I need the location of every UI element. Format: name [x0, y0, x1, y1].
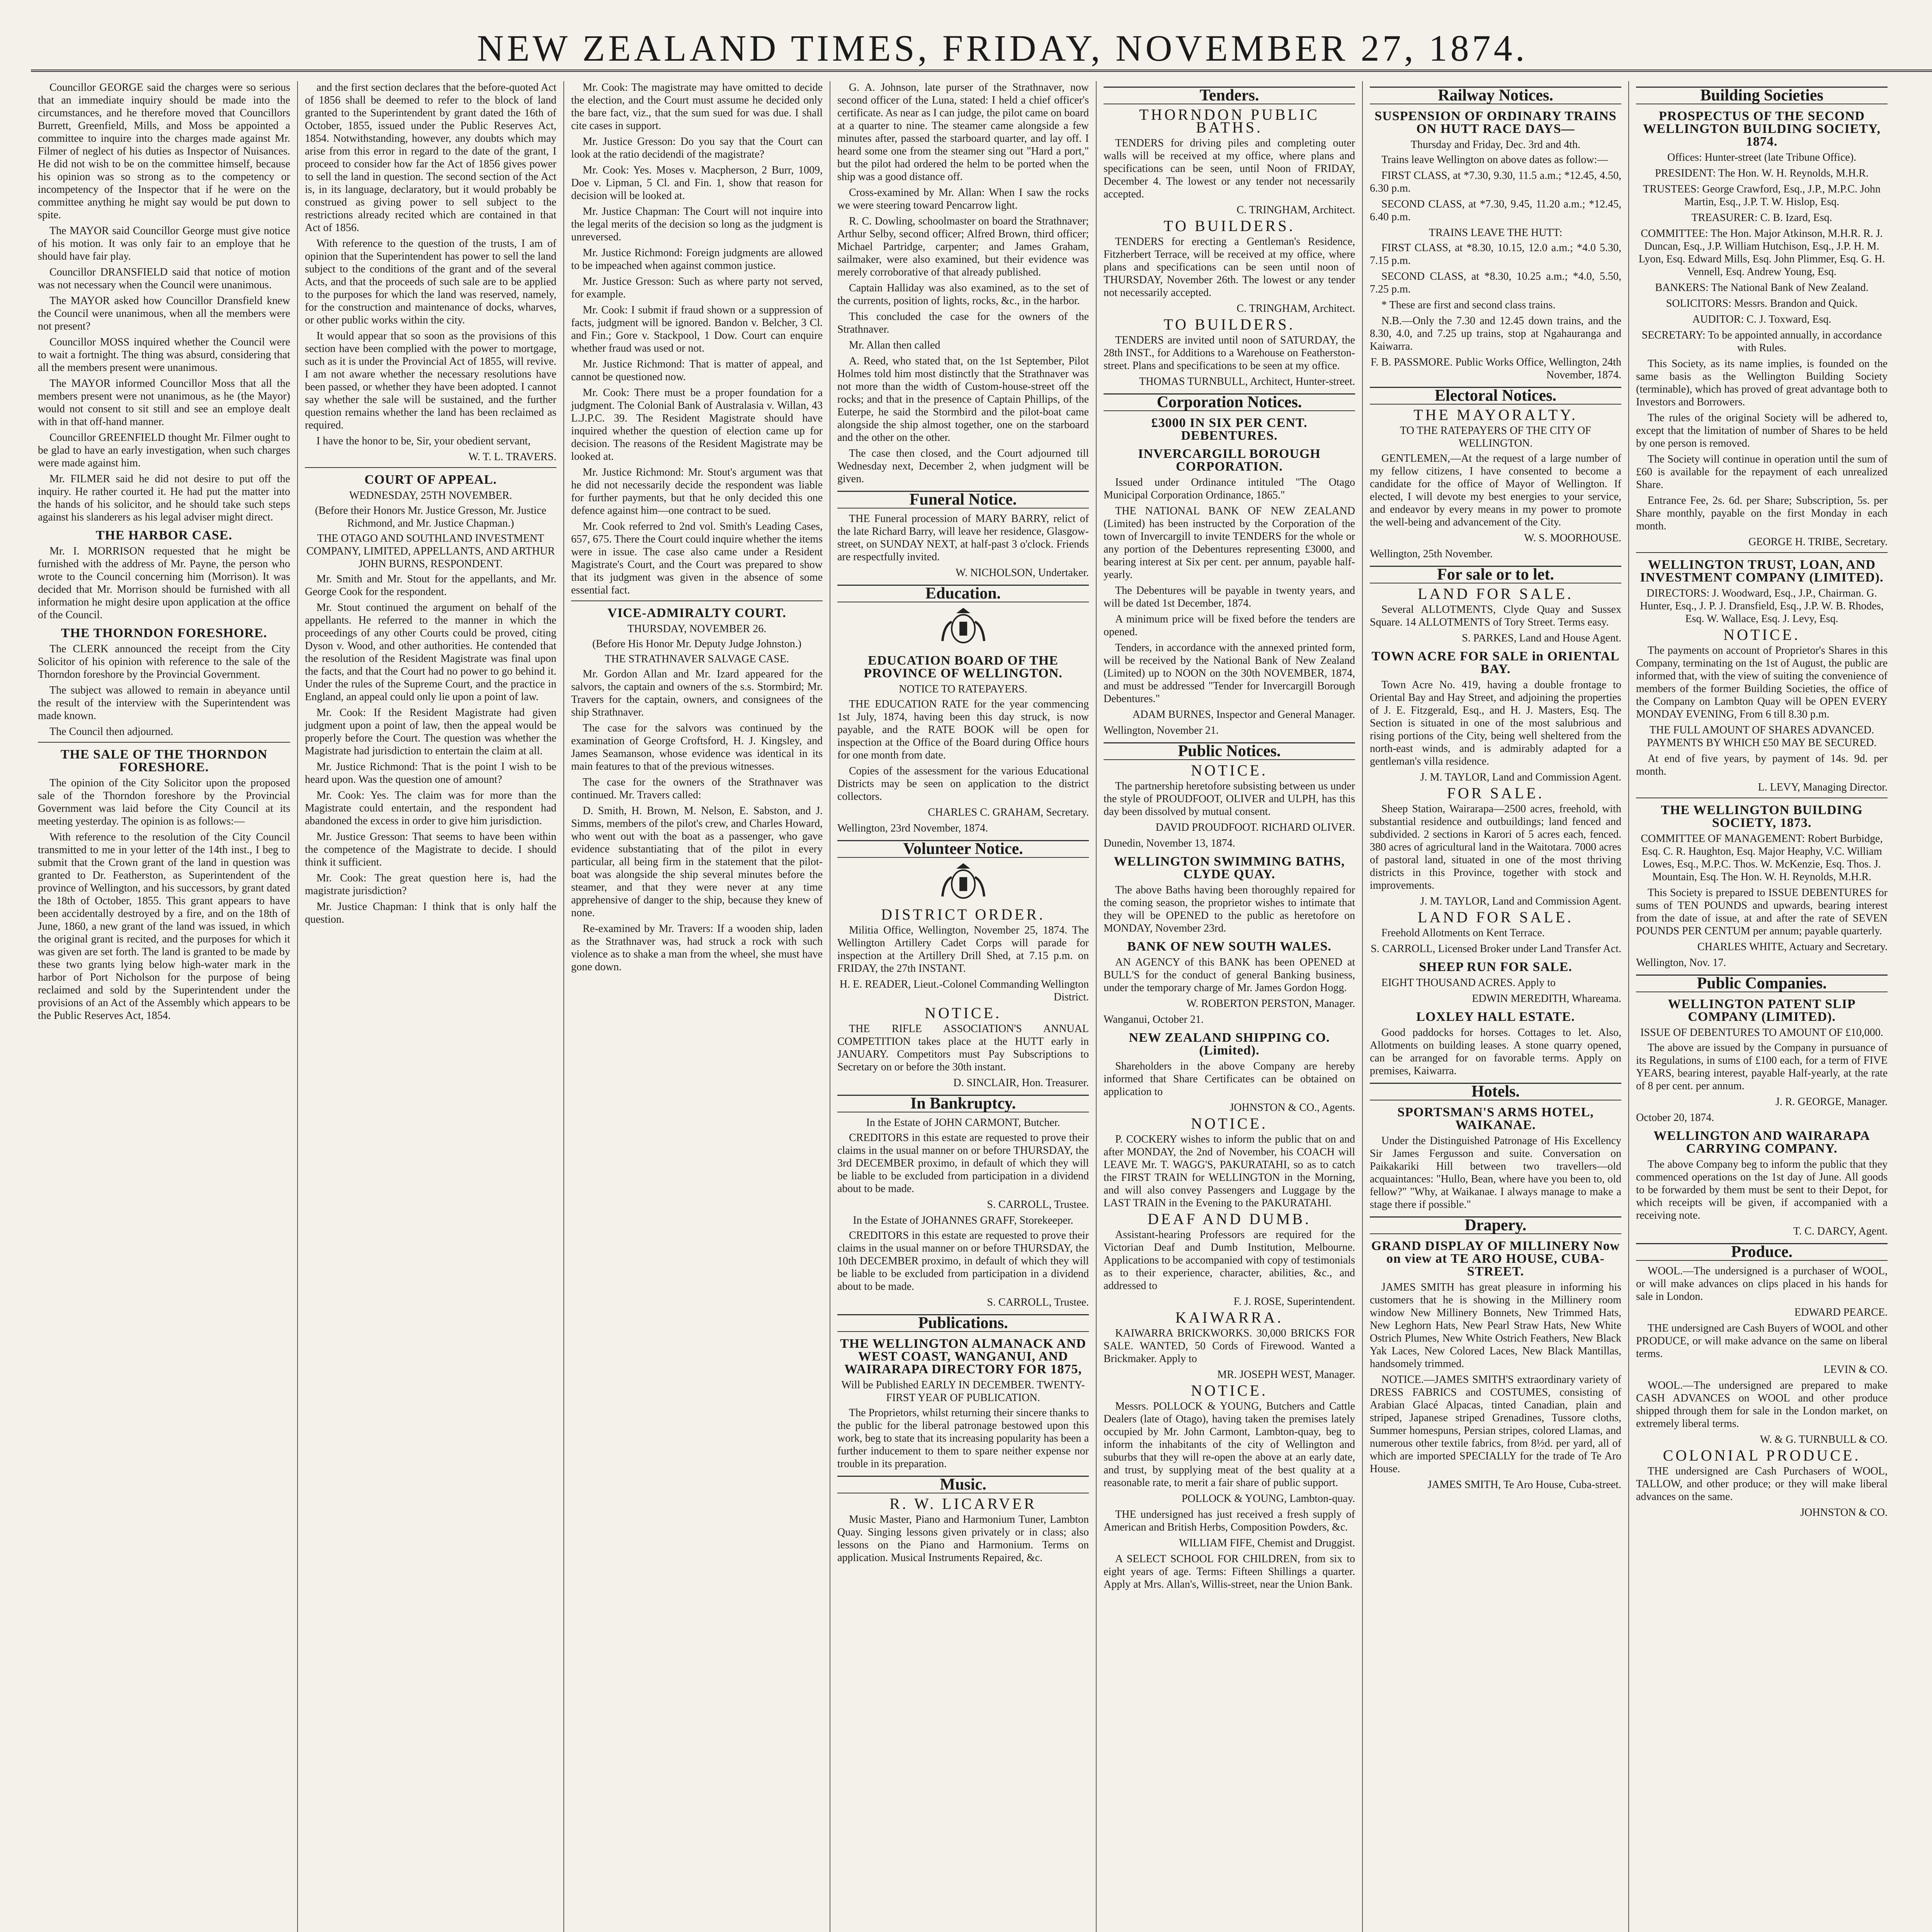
- paragraph: Mr. Cook: If the Resident Magistrate had given judgment upon a point of law, then the appeal would be properly before the Court. The question was whether the Magistrate had jurisdiction to entertain the claim at all.: [305, 707, 556, 757]
- article-bench: (Before their Honors Mr. Justice Gresson, Mr. Justice Richmond, and Mr. Justice Chapman.): [315, 505, 546, 529]
- notice-heading: EDUCATION BOARD OF THE PROVINCE OF WELLINGTON.: [864, 653, 1063, 680]
- notice-date: Wellington, November 21.: [1104, 724, 1219, 736]
- notice-text: TENDERS are invited until noon of SATURDAY, the 28th INST., for Additions to a Warehouse on Featherston-street. Plans and specifications to be seen at my office.: [1104, 334, 1355, 372]
- paragraph: A. Reed, who stated that, on the 1st September, Pilot Holmes told him most distinctly that the Strathnaver was not more than the width of Custom-house-street off the rocks; and that in the presence of Captain Phillips, of the Euterpe, he said the Stormbird and the pilot-boat came alongside the ship almost together, one on the starboard and the other on the other.: [837, 355, 1089, 444]
- masthead: [31, 23, 1932, 72]
- notice-text: COMMITTEE OF MANAGEMENT: Robert Burbidge, Esq. C. R. Haughton, Esq. Major Heaphy, V.C. William Lowes, Esq., M.P.C. Thos. W. McKenzie, Esq. Thos. J. Mountain, Esq. The Hon. W. H. Reynolds, M.H.R.: [1641, 833, 1883, 883]
- notice-date: Wellington, 23rd November, 1874.: [837, 822, 988, 834]
- notice-text: * These are first and second class trains.: [1381, 299, 1556, 311]
- notice-heading: TO BUILDERS.: [1163, 316, 1295, 333]
- columns: [31, 81, 1932, 1932]
- masthead-title: NEW ZEALAND TIMES, FRIDAY, NOVEMBER 27, 1874.: [477, 27, 1528, 69]
- signature: L. LEVY, Managing Director.: [1758, 781, 1888, 793]
- signature: EDWARD PEARCE.: [1794, 1306, 1888, 1318]
- notice-date: Wanganui, October 21.: [1104, 1014, 1204, 1026]
- notice-text: The Society will continue in operation until the sum of £60 is available for the repayment of each unrealized Share.: [1636, 453, 1888, 491]
- paragraph: Councillor GEORGE said the charges were so serious that an immediate inquiry should be made into the circumstances, and he therefore moved that Councillors Burrett, Greenfield, Mills, and Moss be appointed a committee to inquire into the charges made against Mr. Filmer of neglect of his duties as Inspector of Nuisances. He did not wish to be on the committee himself, because his opinion was so strong as to the competency or incompetency of the Inspector that if he were on the committee anything he might say would be put down to spite.: [38, 82, 290, 221]
- signature: DAVID PROUDFOOT. RICHARD OLIVER.: [1155, 821, 1355, 833]
- notice-heading: LAND FOR SALE.: [1418, 585, 1573, 602]
- article-heading: THE SALE OF THE THORNDON FORESHORE.: [60, 747, 268, 774]
- notice-text: FIRST CLASS, at *7.30, 9.30, 11.5 a.m.; *12.45, 4.50, 6.30 p.m.: [1370, 170, 1621, 194]
- paragraph: The CLERK announced the receipt from the City Solicitor of his opinion with reference to the sale of the Thorndon foreshore by the Provincial Government.: [38, 643, 290, 680]
- paragraph: Mr. Justice Chapman: I think that is only half the question.: [305, 901, 556, 925]
- notice-heading: GRAND DISPLAY OF MILLINERY Now on view at TE ARO HOUSE, CUBA-STREET.: [1371, 1239, 1620, 1279]
- column-4: [830, 81, 1096, 1932]
- notice-text: THE FULL AMOUNT OF SHARES ADVANCED. PAYMENTS BY WHICH £50 MAY BE SECURED.: [1647, 724, 1877, 749]
- paragraph: The MAYOR asked how Councillor Dransfield knew the Council were unanimous, when all the members were not present?: [38, 295, 290, 332]
- paragraph: Mr. Justice Gresson: Such as where party not served, for example.: [571, 276, 823, 300]
- notice-text: AUDITOR: C. J. Toxward, Esq.: [1692, 313, 1832, 325]
- paragraph: The MAYOR said Councillor George must give notice of his motion. It was only fair to an employe that he should have fair play.: [38, 225, 290, 262]
- notice-heading: COLONIAL PRODUCE.: [1663, 1447, 1861, 1464]
- signature: JOHNSTON & CO., Agents.: [1230, 1102, 1355, 1114]
- signature: C. TRINGHAM, Architect.: [1236, 204, 1355, 216]
- article-date: WEDNESDAY, 25TH NOVEMBER.: [349, 490, 512, 502]
- article-heading: COURT OF APPEAL.: [364, 473, 497, 487]
- royal-arms-icon: [932, 606, 994, 649]
- notice-heading: DISTRICT ORDER.: [881, 906, 1045, 923]
- paragraph: Mr. Cook: Yes. Moses v. Macpherson, 2 Burr, 1009, Doe v. Lipman, 5 Cl. and Fin. 1, show that reason for decision will be looked at.: [571, 164, 823, 202]
- paragraph: Mr. Justice Gresson: Do you say that the Court can look at the ratio decidendi of the magistrate?: [571, 136, 823, 160]
- notice-subheading: Will be Published EARLY IN DECEMBER. TWENTY-FIRST YEAR OF PUBLICATION.: [841, 1379, 1085, 1404]
- paragraph: With reference to the question of the trusts, I am of opinion that the Superintendent has power to sell the land subject to the conditions of the grant and of the several Acts, and that the proceeds of such sale are to be applied to the purposes for which the land was reserved, namely, for the construction and maintenance of docks, wharves, or other public works within the city.: [305, 238, 556, 326]
- notice-date: Wellington, Nov. 17.: [1636, 957, 1726, 969]
- notice-heading: KAIWARRA.: [1175, 1309, 1284, 1326]
- notice-subheading: In the Estate of JOHN CARMONT, Butcher.: [866, 1117, 1060, 1129]
- signature: GEORGE H. TRIBE, Secretary.: [1748, 536, 1888, 548]
- section-heading: Corporation Notices.: [1104, 393, 1355, 411]
- notice-text: A SELECT SCHOOL FOR CHILDREN, from six to eight years of age. Terms: Fifteen Shillings a quarter. Apply at Mrs. Allan's, Willis-street, near the Union Bank.: [1104, 1553, 1355, 1590]
- notice-text: WOOL.—The undersigned is a purchaser of WOOL, or will make advances on clips placed in his hands for sale in London.: [1636, 1265, 1888, 1303]
- notice-text: DIRECTORS: J. Woodward, Esq., J.P., Chairman. G. Hunter, Esq., J. P. J. Dransfield, Esq., J.P. W. B. Rhodes, Esq. W. Wallace, Esq. J. Levy, Esq.: [1640, 587, 1884, 625]
- signature: T. C. DARCY, Agent.: [1793, 1225, 1888, 1237]
- paragraph: Mr. Cook: Yes. The claim was for more than the Magistrate could entertain, and the respondent had abandoned the excess in order to give him jurisdiction.: [305, 789, 556, 827]
- notice-heading: R. W. LICARVER: [889, 1495, 1037, 1512]
- column-7: [1628, 81, 1895, 1932]
- notice-text: FIRST CLASS, at *8.30, 10.15, 12.0 a.m.; *4.0 5.30, 7.15 p.m.: [1370, 242, 1621, 267]
- notice-heading: SPORTSMAN'S ARMS HOTEL, WAIKANAE.: [1397, 1105, 1594, 1132]
- notice-text: Tenders, in accordance with the annexed printed form, will be received by the National Bank of New Zealand (Limited) up to NOON on the 30th NOVEMBER, 1874, and must be addressed "Tender for Invercargill Borough Debentures.": [1104, 642, 1355, 705]
- signature: W. ROBERTON PERSTON, Manager.: [1186, 998, 1355, 1010]
- paragraph: Mr. Gordon Allan and Mr. Izard appeared for the salvors, the captain and owners of the s.s. Stormbird; Mr. Travers for the captain, owners, and consignees of the ship Strathnaver.: [571, 668, 823, 718]
- signature: JAMES SMITH, Te Aro House, Cuba-street.: [1427, 1479, 1621, 1491]
- notice-text: N.B.—Only the 7.30 and 12.45 down trains, and the 8.30, 4.0, and 7.25 up trains, stop at Ngahauranga and Kaiwarra.: [1370, 315, 1621, 352]
- notice-heading: SUSPENSION OF ORDINARY TRAINS ON HUTT RACE DAYS—: [1374, 109, 1617, 136]
- notice-text: This Society, as its name implies, is founded on the same basis as the Wellington Building Society (terminable), which has proved of great advantage both to Investors and Borrowers.: [1636, 358, 1888, 408]
- notice-text: Town Acre No. 419, having a double frontage to Oriental Bay and Hay Street, and adjoining the properties of J. E. Fitzgerald, Esq., and H. J. Masters, Esq. The Section is situated in one of the most salubrious and rising portions of the City, being well sheltered from the north-east winds, and is admirably adapted for a gentleman's villa residence.: [1370, 679, 1621, 767]
- paragraph: and the first section declares that the before-quoted Act of 1856 shall be deemed to refer to the block of land granted to the Superintendent by grant dated the 16th of October, 1855, issued under the Public Reserves Act, 1854. Notwithstanding, however, any doubts which may arise from this error in regard to the date of the grant, I proceed to consider how far the Act of 1856 gives power to sell the land in question. The second section of the Act is, in its language, declaratory, but it would probably be construed as giving power to sell subject to the restrictions already recited which are contained in that Act of 1856.: [305, 82, 556, 234]
- column-3: [563, 81, 830, 1932]
- notice-text: CREDITORS in this estate are requested to prove their claims in the usual manner on or before THURSDAY, the 10th DECEMBER proximo, in default of which they will be liable to be excluded from participation in a dividend about to be made.: [837, 1230, 1089, 1293]
- notice-heading: THE WELLINGTON BUILDING SOCIETY, 1873.: [1661, 803, 1863, 830]
- notice-heading: THE WELLINGTON ALMANACK AND WEST COAST, WANGANUI, AND WAIRARAPA DIRECTORY FOR 1875,: [840, 1337, 1086, 1376]
- notice-text: Under the Distinguished Patronage of His Excellency Sir James Fergusson and suite. Conversation on Paikakariki Hill between two travellers—old acquaintances: "Hullo, Bean, where have you been to, old fellow?" "Why, at Waikanae. I always manage to make a stage there if possible.": [1370, 1135, 1621, 1211]
- signature: ADAM BURNES, Inspector and General Manager.: [1132, 709, 1355, 721]
- notice-heading: TO BUILDERS.: [1163, 217, 1295, 235]
- notice-heading: THORNDON PUBLIC BATHS.: [1139, 106, 1320, 136]
- signature: D. SINCLAIR, Hon. Treasurer.: [953, 1077, 1089, 1089]
- notice-text: Assistant-hearing Professors are required for the Victorian Deaf and Dumb Institution, Melbourne. Applications to be accompanied with copy of testimonials as to their experience, character, abilities, &c., and addressed to: [1104, 1229, 1355, 1292]
- paragraph: Mr. Justice Richmond: That is the point I wish to be heard upon. Was the question one of amount?: [305, 761, 556, 786]
- notice-heading: LAND FOR SALE.: [1418, 908, 1573, 926]
- signature: W. T. L. TRAVERS.: [468, 451, 556, 463]
- notice-text: SECRETARY: To be appointed annually, in accordance with Rules.: [1641, 329, 1882, 354]
- signature: CHARLES WHITE, Actuary and Secretary.: [1697, 941, 1888, 953]
- signature: LEVIN & CO.: [1823, 1364, 1888, 1376]
- paragraph: It would appear that so soon as the provisions of this section have been complied with the power to mortgage, such as it is under the Provincial Act of 1855, will revive. I am not aware whether the necessary resolutions have been passed, or whether they have been adopted. I cannot say whether the sale will be sustained, and the further question remains whether the land has been reclaimed as required.: [305, 330, 556, 431]
- notice-text: Trains leave Wellington on above dates as follow:—: [1381, 154, 1608, 166]
- notice-text: BANKERS: The National Bank of New Zealand.: [1655, 282, 1869, 294]
- notice-text: At end of five years, by payment of 14s. 9d. per month.: [1636, 753, 1888, 777]
- paragraph: D. Smith, H. Brown, M. Nelson, E. Sabston, and J. Simms, members of the pilot's crew, and Charles Howard, who went out with the boat as a passenger, who gave evidence substantiating that of the pilot in every particular, all being firm in the statement that the pilot-boat was alongside the ship several minutes before the steamer, and that they were never at any time apprehensive of danger to the ship, because they knew of none.: [571, 805, 823, 919]
- notice-text: The rules of the original Society will be adhered to, except that the limitation of number of Shares to be held by one person is removed.: [1636, 412, 1888, 449]
- notice-heading: PROSPECTUS OF THE SECOND WELLINGTON BUILDING SOCIETY, 1874.: [1643, 109, 1881, 149]
- paragraph: Mr. FILMER said he did not desire to put off the inquiry. He rather courted it. He had put the matter into the hands of his solicitor, and he should take such steps against his slanderers as his legal adviser might direct.: [38, 473, 290, 523]
- signature: J. M. TAYLOR, Land and Commission Agent.: [1420, 771, 1621, 783]
- notice-heading: £3000 IN SIX PER CENT. DEBENTURES.: [1151, 416, 1308, 443]
- signature: S. CARROLL, Trustee.: [987, 1199, 1089, 1211]
- notice-date: October 20, 1874.: [1636, 1112, 1714, 1124]
- section-heading: Hotels.: [1370, 1083, 1621, 1100]
- paragraph: G. A. Johnson, late purser of the Strathnaver, now second officer of the Luna, stated: I held a chief officer's certificate. As near as I can judge, the pilot came on board at a quarter to nine. The steamer came alongside a few minutes after, passed the starboard quarter, and lay off. I heard some one from the steamer sing out "Hard a port," but the pilot had ordered the helm to be ported when the ship was a good distance off.: [837, 82, 1089, 183]
- paragraph: Re-examined by Mr. Travers: If a wooden ship, laden as the Strathnaver was, had struck a rock with such violence as to shake a man from the wheel, she must have gone down.: [571, 923, 823, 973]
- paragraph: With reference to the resolution of the City Council transmitted to me in your letter of the 14th inst., I beg to submit that the Crown grant of the land in question was granted to Dr. Featherston, as Superintendent of the province of Wellington, and his successors, by grant dated the 18th of October, 1855. This grant appears to have been accidentally destroyed by a fire, and on the 18th of June, 1860, a new grant of the land was issued, in which the original grant is recited, and the purposes for which it was given are set forth. The land is granted to be made by these two grants lying below high-water mark in the harbor of Port Nicholson for the purpose of being reclaimed and sold by the Superintendent under the provisions of an Act of the Assembly which appears to be the Public Reserves Act, 1854.: [38, 831, 290, 1022]
- section-heading: Education.: [837, 585, 1089, 602]
- paragraph: Mr. Allan then called: [849, 339, 940, 351]
- article-date: THURSDAY, NOVEMBER 26.: [627, 623, 767, 635]
- case-title: THE OTAGO AND SOUTHLAND INVESTMENT COMPANY, LIMITED, APPELLANTS, AND ARTHUR JOHN BURNS, RESPONDENT.: [306, 532, 555, 570]
- signature: C. TRINGHAM, Architect.: [1236, 303, 1355, 315]
- section-heading: Electoral Notices.: [1370, 387, 1621, 405]
- signature: J. M. TAYLOR, Land and Commission Agent.: [1420, 895, 1621, 907]
- section-heading: Funeral Notice.: [837, 491, 1089, 509]
- paragraph: Mr. Justice Gresson: That seems to have been within the competence of the Magistrate to decide. I should think it sufficient.: [305, 831, 556, 868]
- paragraph: Captain Halliday was also examined, as to the set of the currents, position of lights, rocks, &c., in the harbor.: [837, 282, 1089, 307]
- section-heading: Drapery.: [1370, 1216, 1621, 1234]
- notice-date: Wellington, 25th November.: [1370, 548, 1493, 560]
- signature: W. NICHOLSON, Undertaker.: [955, 567, 1089, 579]
- notice-text: A minimum price will be fixed before the tenders are opened.: [1104, 613, 1355, 638]
- section-heading: For sale or to let.: [1370, 566, 1621, 583]
- notice-heading: WELLINGTON TRUST, LOAN, AND INVESTMENT COMPANY (LIMITED).: [1640, 558, 1884, 585]
- section-heading: Building Societies: [1636, 87, 1888, 104]
- paragraph: The case then closed, and the Court adjourned till Wednesday next, December 2, when judgment will be given.: [837, 447, 1089, 485]
- notice-text: Sheep Station, Wairarapa—2500 acres, freehold, with substantial residence and outbuildings; land fenced and subdivided. 2 sections in Karori of 5 acres each, fenced. 380 acres of agricultural land in the Waitotara. 7000 acres of pastoral land, situated in one of the most thriving districts in this Province, together with stock and improvements.: [1370, 803, 1621, 891]
- notice-heading: THE MAYORALTY.: [1413, 406, 1578, 423]
- notice-subheading: ISSUE OF DEBENTURES TO AMOUNT OF £10,000.: [1640, 1027, 1883, 1039]
- notice-text: SOLICITORS: Messrs. Brandon and Quick.: [1666, 298, 1858, 310]
- notice-subheading: Thursday and Friday, Dec. 3rd and 4th.: [1410, 139, 1581, 151]
- notice-text: Messrs. POLLOCK & YOUNG, Butchers and Cattle Dealers (late of Otago), having taken the premises lately occupied by Mr. John Carmont, Lambton-quay, beg to inform the inhabitants of the city of Wellington and suburbs that they will re-open the above at an early date, and trust, by supplying meat of the best quality at a reasonable rate, to merit a fair share of public support.: [1104, 1400, 1355, 1489]
- notice-date: Dunedin, November 13, 1874.: [1104, 837, 1235, 849]
- notice-text: JAMES SMITH has great pleasure in informing his customers that he is showing in the Millinery room window New Millinery Bonnets, New Trimmed Hats, New Leghorn Hats, New Pearl Straw Hats, New White Ostrich Plumes, New White Ostrich Feathers, New Black Yak Laces, New Colored Laces, New Black Mantillas, handsomely trimmed.: [1370, 1281, 1621, 1370]
- paragraph: The opinion of the City Solicitor upon the proposed sale of the Thorndon foreshore by the Provincial Government was laid before the City Council at its meeting yesterday. The opinion is as follows:—: [38, 777, 290, 827]
- royal-arms-icon: [932, 862, 994, 904]
- section-heading: In Bankruptcy.: [837, 1095, 1089, 1112]
- section-heading: Publications.: [837, 1314, 1089, 1332]
- signature: JOHNSTON & CO.: [1800, 1507, 1888, 1519]
- paragraph: Mr. Cook referred to 2nd vol. Smith's Leading Cases, 657, 675. There the Court could inquire whether the items were in issue. The case also came under a Resident Magistrate's Court, and the Court was prepared to show that its judgment was given in the absence of some essential fact.: [571, 520, 823, 596]
- signature: MR. JOSEPH WEST, Manager.: [1217, 1369, 1355, 1381]
- paragraph: Mr. Justice Chapman: The Court will not inquire into the legal merits of the decision so long as the judgment is unreversed.: [571, 206, 823, 243]
- notice-text: CREDITORS in this estate are requested to prove their claims in the usual manner on or before THURSDAY, the 3rd DECEMBER proximo, in default of which they will be liable to be excluded from participation in a dividend about to be made.: [837, 1132, 1089, 1195]
- notice-text: COMMITTEE: The Hon. Major Atkinson, M.H.R. R. J. Duncan, Esq., J.P. William Hutchison, Esq., J.P. H. M. Lyon, Esq. Edward Mills, Esq. John Plimmer, Esq. G. H. Vennell, Esq. Andrew Young, Esq.: [1638, 228, 1885, 278]
- notice-text: THE EDUCATION RATE for the year commencing 1st July, 1874, having been this day struck, is now payable, and the RATE BOOK will be open for inspection at the Office of the Board during Office hours for one month from date.: [837, 698, 1089, 761]
- divider: [1636, 552, 1888, 553]
- section-heading: Tenders.: [1104, 87, 1355, 104]
- notice-heading: BANK OF NEW SOUTH WALES.: [1127, 939, 1332, 954]
- section-heading: Volunteer Notice.: [837, 840, 1089, 858]
- paragraph: The case for the owners of the Strathnaver was continued. Mr. Travers called:: [571, 776, 823, 801]
- notice-heading: INVERCARGILL BOROUGH CORPORATION.: [1138, 447, 1321, 474]
- notice-text: Shareholders in the above Company are hereby informed that Share Certificates can be obtained on application to: [1104, 1060, 1355, 1098]
- notice-text: TENDERS for driving piles and completing outer walls will be received at my office, where plans and specifications can be seen, until Noon of FRIDAY, December 4. The lowest or any tender not necessarily accepted.: [1104, 137, 1355, 200]
- notice-subheading: In the Estate of JOHANNES GRAFF, Storekeeper.: [853, 1214, 1073, 1226]
- paragraph: Mr. Cook: The great question here is, had the magistrate jurisdiction?: [305, 872, 556, 897]
- paragraph: The Council then adjourned.: [49, 726, 173, 738]
- paragraph: Councillor MOSS inquired whether the Council were to wait a fortnight. The thing was absurd, considering that all the members present were unanimous.: [38, 336, 290, 374]
- notice-text: EIGHT THOUSAND ACRES. Apply to: [1381, 977, 1556, 989]
- notice-heading: NOTICE.: [1191, 1382, 1268, 1399]
- paragraph: The subject was allowed to remain in abeyance until the result of the interview with the Superintendent was made known.: [38, 684, 290, 722]
- notice-text: THE undersigned are Cash Purchasers of WOOL, TALLOW, and other produce; or they will make liberal advances on the same.: [1636, 1465, 1888, 1503]
- paragraph: Mr. Justice Richmond: That is matter of appeal, and cannot be questioned now.: [571, 358, 823, 383]
- notice-heading: NOTICE.: [925, 1004, 1002, 1022]
- notice-text: GENTLEMEN,—At the request of a large number of my fellow citizens, I have consented to become a candidate for the office of Mayor of Wellington. If elected, I will devote my best energies to your service, and endeavor by every means in my power to promote the well-being and advancement of the City.: [1370, 452, 1621, 528]
- divider: [571, 600, 823, 601]
- paragraph: This concluded the case for the owners of the Strathnaver.: [837, 311, 1089, 335]
- signature: POLLOCK & YOUNG, Lambton-quay.: [1182, 1493, 1355, 1505]
- notice-text: THE undersigned has just received a fresh supply of American and British Herbs, Composition Powders, &c.: [1104, 1509, 1355, 1533]
- paragraph: Mr. Smith and Mr. Stout for the appellants, and Mr. George Cook for the respondent.: [305, 573, 556, 598]
- column-6: [1362, 81, 1628, 1932]
- notice-subheading: NOTICE TO RATEPAYERS.: [899, 683, 1027, 695]
- section-heading: Public Companies.: [1636, 975, 1888, 992]
- notice-text: TENDERS for erecting a Gentleman's Residence, Fitzherbert Terrace, will be received at my office, where plans and specifications can be seen until noon of THURSDAY, November 26th. The lowest or any tender not necessarily accepted.: [1104, 236, 1355, 299]
- paragraph: Councillor DRANSFIELD said that notice of motion was not necessary when the Council were unanimous.: [38, 266, 290, 291]
- notice-heading: WELLINGTON AND WAIRARAPA CARRYING COMPANY.: [1653, 1129, 1870, 1156]
- notice-text: The above Company beg to inform the public that they commenced operations on the 1st day of June. All goods to be forwarded by them must be sent to their Depot, for which receipts will be given, if accompanied with a receiving note.: [1636, 1158, 1888, 1221]
- notice-text: Issued under Ordinance intituled "The Otago Municipal Corporation Ordinance, 1865.": [1104, 476, 1355, 501]
- signature: F. B. PASSMORE. Public Works Office, Wellington, 24th November, 1874.: [1371, 356, 1621, 381]
- notice-text: TREASURER: C. B. Izard, Esq.: [1691, 212, 1832, 224]
- signature: J. R. GEORGE, Manager.: [1775, 1096, 1888, 1108]
- paragraph: The MAYOR informed Councillor Moss that all the members present were not unanimous, as he (the Mayor) would not consent to sit still and see an employe dealt with in that off-hand manner.: [38, 378, 290, 428]
- paragraph: Mr. Justice Richmond: Foreign judgments are allowed to be impeached when against common justice.: [571, 247, 823, 272]
- notice-text: Copies of the assessment for the various Educational Districts may be seen on application to the district collectors.: [837, 765, 1089, 803]
- signature: S. PARKES, Land and House Agent.: [1462, 632, 1621, 644]
- notice-heading: WELLINGTON PATENT SLIP COMPANY (LIMITED).: [1668, 997, 1856, 1024]
- signature: F. J. ROSE, Superintendent.: [1233, 1296, 1355, 1308]
- notice-heading: NOTICE.: [1723, 626, 1800, 643]
- divider: [305, 467, 556, 468]
- column-2: [297, 81, 563, 1932]
- article-heading: THE HARBOR CASE.: [95, 528, 233, 543]
- notice-text: TRUSTEES: George Crawford, Esq., J.P., M.P.C. John Martin, Esq., J.P. T. W. Hislop, Esq.: [1643, 183, 1881, 208]
- notice-text: THE undersigned are Cash Buyers of WOOL and other PRODUCE, or will make advance on the same on liberal terms.: [1636, 1322, 1888, 1360]
- notice-text: AN AGENCY of this BANK has been OPENED at BULL'S for the conduct of general Banking business, under the temporary charge of Mr. James Gordon Hogg.: [1104, 956, 1355, 994]
- divider: [38, 742, 290, 743]
- signature: W. & G. TURNBULL & CO.: [1760, 1434, 1888, 1446]
- notice-heading: DEAF AND DUMB.: [1148, 1210, 1311, 1228]
- notice-text: KAIWARRA BRICKWORKS. 30,000 BRICKS FOR SALE. WANTED, 50 Cords of Firewood. Wanted a Brickmaker. Apply to: [1104, 1327, 1355, 1365]
- notice-text: THE RIFLE ASSOCIATION'S ANNUAL COMPETITION takes place at the HUTT early in JANUARY. Competitors must Pay Subscriptions to Secretary on or before the 30th instant.: [837, 1023, 1089, 1073]
- notice-text: Entrance Fee, 2s. 6d. per Share; Subscription, 5s. per Share monthly, payable on the first Monday in each month.: [1636, 495, 1888, 532]
- notice-text: P. COCKERY wishes to inform the public that on and after MONDAY, the 2nd of November, his COACH will LEAVE Mr. T. WAGG'S, PAKURATAHI, so as to catch the FIRST TRAIN for WELLINGTON in the Morning, and will also convey Passengers and Luggage by the LAST TRAIN in the Evening to the PAKURATAHI.: [1104, 1133, 1355, 1209]
- notice-text: Offices: Hunter-street (late Tribune Office).: [1667, 151, 1857, 163]
- signature: THOMAS TURNBULL, Architect, Hunter-street.: [1139, 376, 1355, 388]
- article-heading: VICE-ADMIRALTY COURT.: [607, 606, 786, 620]
- notice-text: SECOND CLASS, at *8.30, 10.25 a.m.; *4.0, 5.50, 7.25 p.m.: [1370, 270, 1621, 295]
- notice-text: Freehold Allotments on Kent Terrace.: [1381, 927, 1545, 939]
- notice-subheading: TRAINS LEAVE THE HUTT:: [1429, 227, 1563, 239]
- signature: W. S. MOORHOUSE.: [1524, 532, 1621, 544]
- paragraph: R. C. Dowling, schoolmaster on board the Strathnaver; Arthur Selby, second officer; Alfred Brown, third officer; Michael Partridge, carpenter; and James Graham, sailmaker, were also examined, but their evidence was merely corroborative of that already published.: [837, 215, 1089, 278]
- section-heading: Railway Notices.: [1370, 87, 1621, 104]
- article-bench: (Before His Honor Mr. Deputy Judge Johnston.): [592, 638, 802, 650]
- signature: S. CARROLL, Licensed Broker under Land Transfer Act.: [1371, 943, 1621, 955]
- notice-heading: TOWN ACRE FOR SALE in ORIENTAL BAY.: [1371, 649, 1620, 676]
- notice-text: THE Funeral procession of MARY BARRY, relict of the late Richard Barry, will leave her residence, Glasgow-street, on SUNDAY NEXT, at half-past 3 o'clock. Friends are respectfully invited.: [837, 513, 1089, 563]
- notice-text: WOOL.—The undersigned are prepared to make CASH ADVANCES on WOOL and other produce shipped through them for sale in the London market, on extremely liberal terms.: [1636, 1379, 1888, 1430]
- notice-text: SECOND CLASS, at *7.30, 9.45, 11.20 a.m.; *12.45, 6.40 p.m.: [1370, 198, 1621, 223]
- case-title: THE STRATHNAVER SALVAGE CASE.: [604, 653, 789, 665]
- signature: H. E. READER, Lieut.-Colonel Commanding Wellington District.: [839, 978, 1089, 1003]
- notice-text: Militia Office, Wellington, November 25, 1874. The Wellington Artillery Cadet Corps will parade for inspection at the Artillery Drill Shed, at 7.15 p.m. on FRIDAY, the 27th INSTANT.: [837, 924, 1089, 975]
- notice-heading: NOTICE.: [1191, 1115, 1268, 1132]
- column-5: [1096, 81, 1362, 1932]
- paragraph: Mr. Cook: The magistrate may have omitted to decide the election, and the Court must assume he decided only the bare fact, viz., that the sum sued for was due. I shall cite cases in support.: [571, 82, 823, 132]
- notice-text: The above are issued by the Company in pursuance of its Regulations, in sums of £100 each, for a term of FIVE YEARS, bearing interest, payable Half-yearly, at the rate of 8 per cent. per annum.: [1636, 1042, 1888, 1092]
- notice-text: The payments on account of Proprietor's Shares in this Company, terminating on the 1st of August, the public are informed that, with the view of suiting the convenience of members of the former Building Societies, the office of the Company on Lambton Quay will be OPEN EVERY MONDAY EVENING, From 6 till 8.30 p.m.: [1636, 645, 1888, 720]
- notice-text: Good paddocks for horses. Cottages to let. Also, Allotments on building leases. A stone quarry opened, can be arranged for on favorable terms. Apply on premises, Kaiwarra.: [1370, 1027, 1621, 1077]
- notice-heading: NOTICE.: [1191, 762, 1268, 779]
- notice-text: PRESIDENT: The Hon. W. H. Reynolds, M.H.R.: [1655, 167, 1869, 179]
- paragraph: Mr. Cook: I submit if fraud shown or a suppression of facts, judgment will be ignored. Bandon v. Belcher, 3 Cl. and Fin.; Gore v. Stackpool, 1 Dow. Court can enquire whether fraud was used or not.: [571, 304, 823, 354]
- notice-text: This Society is prepared to ISSUE DEBENTURES for sums of TEN POUNDS and upwards, bearing interest from the date of issue, at and after the rate of SEVEN POUNDS PER CENTUM per annum; payable quarterly.: [1636, 887, 1888, 937]
- paragraph: I have the honor to be, Sir, your obedient servant,: [316, 435, 531, 447]
- notice-text: The Proprietors, whilst returning their sincere thanks to the public for the liberal patronage bestowed upon this work, beg to state that its increasing popularity has been a further inducement to them to spare neither expense nor trouble in its preparation.: [837, 1407, 1089, 1470]
- signature: EDWIN MEREDITH, Whareama.: [1472, 993, 1621, 1005]
- notice-heading: FOR SALE.: [1447, 784, 1544, 802]
- notice-text: Several ALLOTMENTS, Clyde Quay and Sussex Square. 14 ALLOTMENTS of Tory Street. Terms easy.: [1370, 604, 1621, 628]
- column-1: [31, 81, 297, 1932]
- signature: WILLIAM FIFE, Chemist and Druggist.: [1179, 1537, 1355, 1549]
- section-heading: Produce.: [1636, 1243, 1888, 1261]
- article-heading: THE THORNDON FORESHORE.: [61, 626, 267, 640]
- notice-heading: NEW ZEALAND SHIPPING CO. (Limited).: [1129, 1031, 1330, 1058]
- section-heading: Public Notices.: [1104, 742, 1355, 760]
- signature: S. CARROLL, Trustee.: [987, 1296, 1089, 1308]
- notice-heading: WELLINGTON SWIMMING BATHS, CLYDE QUAY.: [1114, 854, 1345, 881]
- notice-text: The partnership heretofore subsisting between us under the style of PROUDFOOT, OLIVER and ULPH, has this day been dissolved by mutual consent.: [1104, 780, 1355, 818]
- notice-subheading: TO THE RATEPAYERS OF THE CITY OF WELLINGTON.: [1400, 425, 1591, 449]
- notice-heading: SHEEP RUN FOR SALE.: [1419, 960, 1572, 974]
- paragraph: Mr. Stout continued the argument on behalf of the appellants. He referred to the manner in which the proceedings of any other Courts could be proved, citing Dyson v. Wood, and other authorities. He contended that the resolution of the Resident Magistrate was final upon the facts, and that the Court had no power to go behind it. Under the rules of the Supreme Court, and the practice in England, an appeal could only lie upon a point of law.: [305, 602, 556, 703]
- notice-text: The Debentures will be payable in twenty years, and will be dated 1st December, 1874.: [1104, 585, 1355, 609]
- paragraph: Councillor GREENFIELD thought Mr. Filmer ought to be glad to have an early investigation, when such charges were made against him.: [38, 432, 290, 469]
- paragraph: Mr. Justice Richmond: Mr. Stout's argument was that he did not necessarily decide the respondent was liable for further payments, but that he only decided this one defence against him—one contract to be sued.: [571, 466, 823, 517]
- paragraph: The case for the salvors was continued by the examination of George Croftsford, H. J. Kingsley, and James Seamanson, whose evidence was identical in its main features to that of the previous witnesses.: [571, 722, 823, 772]
- notice-text: NOTICE.—JAMES SMITH'S extraordinary variety of DRESS FABRICS and COSTUMES, consisting of Arabian Glacé Alpacas, tinted Canadian, plain and striped, Japanese striped Grenadines, Tussore cloths, Summer homespuns, Persian stripes, colored Llamas, and numerous other textile fabrics, from 8½d. per yard, all of which are imported SPECIALLY for the trade of Te Aro House.: [1370, 1374, 1621, 1475]
- signature: CHARLES C. GRAHAM, Secretary.: [928, 806, 1089, 818]
- notice-text: THE NATIONAL BANK OF NEW ZEALAND (Limited) has been instructed by the Corporation of the town of Invercargill to invite TENDERS for the whole or any portion of the Debentures representing £3000, and bearing interest at Six per cent. per annum, payable half-yearly.: [1104, 505, 1355, 581]
- paragraph: Cross-examined by Mr. Allan: When I saw the rocks we were steering toward Pencarrow light.: [837, 187, 1089, 211]
- notice-text: The above Baths having been thoroughly repaired for the coming season, the proprietor wishes to intimate that they will be OPENED to the public as heretofore on MONDAY, November 23rd.: [1104, 884, 1355, 934]
- section-heading: Music.: [837, 1476, 1089, 1493]
- paragraph: Mr. I. MORRISON requested that he might be furnished with the address of Mr. Payne, the person who wrote to the Council concerning him (Morrison). It was decided that Mr. Morrison should be furnished with all information he might desire upon application at the office of the Council.: [38, 545, 290, 621]
- notice-heading: LOXLEY HALL ESTATE.: [1416, 1010, 1575, 1024]
- notice-text: Music Master, Piano and Harmonium Tuner, Lambton Quay. Singing lessons given privately or in class; also lessons on the Piano and Harmonium. Terms on application. Musical Instruments Repaired, &c.: [837, 1514, 1089, 1564]
- paragraph: Mr. Cook: There must be a proper foundation for a judgment. The Colonial Bank of Australasia v. Willan, 43 L.J.P.C. 39. The Resident Magistrate should have inquired whether the question of election came up for decision. The reasons of the Resident Magistrate may be looked at.: [571, 387, 823, 463]
